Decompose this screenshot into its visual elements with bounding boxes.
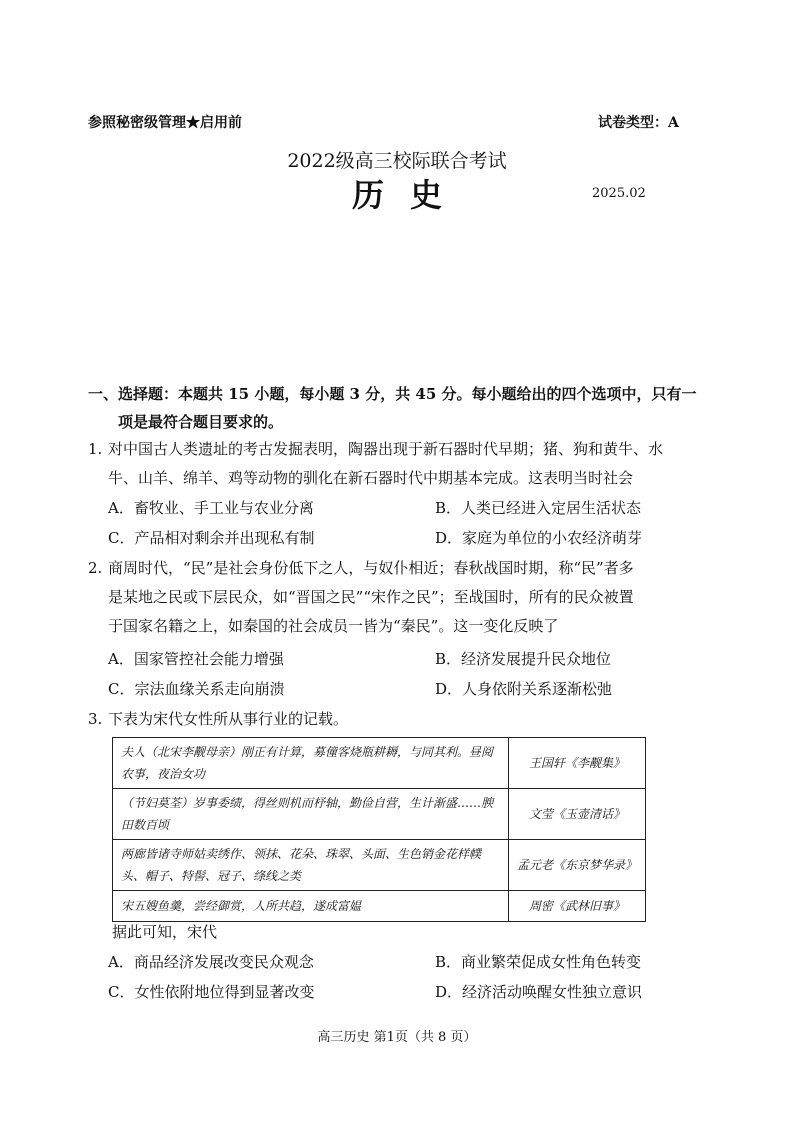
question-2-line-2: 是某地之民或下层民众，如“晋国之民”“宋作之民”；至战国时，所有的民众被置: [108, 588, 634, 606]
question-3-number: 3.: [88, 710, 103, 728]
question-2-line-1: 商周时代，“民”是社会身份低下之人，与奴仆相近；春秋战国时期，称“民”者多: [108, 559, 634, 577]
section-instructions: [88, 380, 708, 436]
record-text: （节妇莫荃）岁事委绩，得丝则机而杼轴，勤俭自营，生计渐盛……腴田数百顷: [113, 789, 509, 840]
question-1-line-1: 对中国古人类遗址的考古发掘表明，陶器出现于新石器时代早期；猪、狗和黄牛、水: [108, 440, 664, 458]
table-row: [113, 840, 646, 891]
question-1-option-c: C．产品相对剩余并出现私有制: [108, 529, 315, 547]
record-source: 周密《武林旧事》: [508, 891, 645, 922]
table-row: [113, 738, 646, 789]
question-3-option-c: C．女性依附地位得到显著改变: [108, 983, 315, 1001]
question-3-line-1: 下表为宋代女性所从事行业的记载。: [108, 710, 349, 728]
record-source: 文莹《玉壶清话》: [508, 789, 645, 840]
exam-title: 2022级高三校际联合考试: [287, 150, 507, 172]
question-2-stem: [88, 554, 708, 641]
subject-title: 历史: [351, 176, 468, 214]
question-1-option-d: D．家庭为单位的小农经济萌芽: [435, 529, 643, 547]
question-1-option-a: A．畜牧业、手工业与农业分离: [108, 499, 314, 517]
confidentiality-label: 参照秘密级管理★启用前: [88, 115, 242, 131]
record-source: 王国轩《李觏集》: [508, 738, 645, 789]
question-3-option-d: D．经济活动唤醒女性独立意识: [435, 983, 643, 1001]
question-3-conclusion: 据此可知，宋代: [112, 923, 218, 941]
question-2-option-a: A．国家管控社会能力增强: [108, 650, 284, 668]
song-women-records-table: [112, 737, 646, 922]
page-footer: 高三历史 第1页（共 8 页）: [317, 1030, 477, 1045]
record-text: 夫人（北宋李觏母亲）刚正有计算，募僮客烧瓶耕耨，与同其利。昼阅农事，夜治女功: [113, 738, 509, 789]
question-2-option-b: B．经济发展提升民众地位: [435, 650, 612, 668]
table-row: [113, 789, 646, 840]
question-2-option-d: D．人身依附关系逐渐松弛: [435, 680, 613, 698]
section-line-2: 项是最符合题目要求的。: [118, 413, 284, 431]
question-1-number: 1.: [88, 440, 103, 458]
record-source: 孟元老《东京梦华录》: [508, 840, 645, 891]
question-3-stem: [88, 705, 708, 734]
table-row: [113, 891, 646, 922]
question-1-option-b: B．人类已经进入定居生活状态: [435, 499, 642, 517]
record-text: 两廊皆诸寺师姑卖绣作、领抹、花朵、珠翠、头面、生色销金花样幞头、帽子、特髻、冠子、绦线之类: [113, 840, 509, 891]
question-1-line-2: 牛、山羊、绵羊、鸡等动物的驯化在新石器时代中期基本完成。这表明当时社会: [108, 469, 634, 487]
question-2-number: 2.: [88, 559, 103, 577]
paper-type-label: 试卷类型：A: [598, 115, 679, 131]
question-3-option-b: B．商业繁荣促成女性角色转变: [435, 953, 642, 971]
question-2-line-3: 于国家名籍之上，如秦国的社会成员一皆为“秦民”。这一变化反映了: [108, 617, 559, 635]
exam-date: 2025.02: [592, 186, 646, 201]
question-1-stem: [88, 435, 708, 493]
section-line-1: 一、选择题：本题共 15 小题，每小题 3 分，共 45 分。每小题给出的四个选项中，只有一: [88, 385, 697, 403]
question-3-option-a: A．商品经济发展改变民众观念: [108, 953, 314, 971]
question-2-option-c: C．宗法血缘关系走向崩溃: [108, 680, 285, 698]
record-text: 宋五嫂鱼羹，尝经御赏，人所共趋，遂成富媪: [113, 891, 509, 922]
